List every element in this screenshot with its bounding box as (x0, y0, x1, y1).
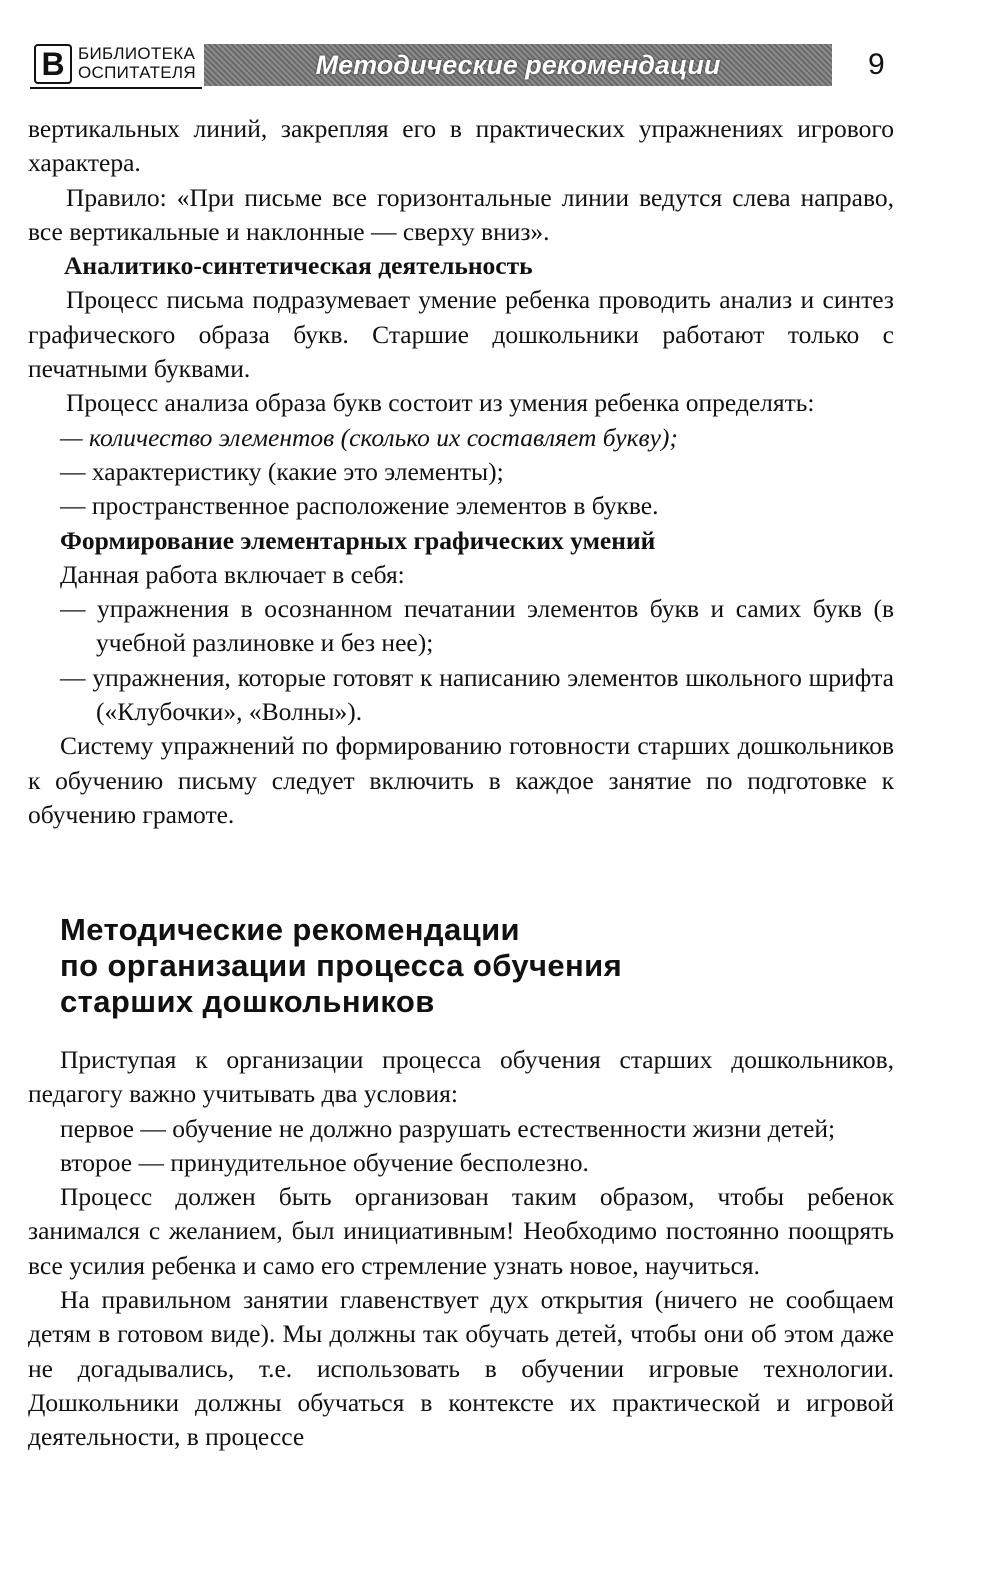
running-header (30, 40, 900, 90)
paragraph: вертикальных линий, закрепляя его в практических упражнениях игрового характера. (28, 114, 894, 178)
paragraph: Процесс письма подразумевает умение ребенка проводить анализ и синтез графического образа букв. Старшие дошкольники работают только с печатными буквами. (28, 285, 894, 384)
series-logo (30, 40, 200, 88)
body-text (28, 112, 894, 832)
section-title (60, 912, 760, 1020)
paragraph: Данная работа включает в себя: (60, 559, 405, 589)
list-item: — упражнения в осознанном печатании элементов букв и самих букв (в учебной разлиновке и без нее); (60, 594, 894, 658)
section-title-line-3: старших дошкольников (60, 984, 435, 1019)
list-item: — количество элементов (сколько их составляет букву); (60, 422, 678, 452)
logo-text (78, 44, 196, 82)
logo-underline (30, 87, 202, 89)
header-title: Методические рекомендации (315, 50, 721, 80)
paragraph: первое — обучение не должно разрушать естественности жизни детей; (60, 1113, 836, 1143)
list-item: — характеристику (какие это элементы); (60, 456, 504, 486)
paragraph: Приступая к организации процесса обучения старших дошкольников, педагогу важно учитывать два условия: (28, 1045, 894, 1109)
section-title-line-2: по организации процесса обучения (60, 948, 623, 983)
paragraph: Правило: «При письме все горизонтальные линии ведутся слева направо, все вертикальные и наклонные — сверху вниз». (28, 182, 894, 246)
logo-letter: В (34, 44, 72, 84)
subheading: Аналитико-синтетическая деятельность (64, 251, 533, 281)
paragraph: второе — принудительное обучение бесполезно. (60, 1147, 589, 1177)
section-body-text (28, 1043, 894, 1455)
subheading: Формирование элементарных графических умений (60, 525, 656, 555)
paragraph: Систему упражнений по формированию готовности старших дошкольников к обучению письму следует включить в каждое занятие по подготовке к обучению грамоте. (28, 731, 894, 829)
logo-line-1: БИБЛИОТЕКА (78, 44, 196, 63)
list-item: — пространственное расположение элементов в букве. (60, 491, 659, 521)
paragraph: Процесс анализа образа букв состоит из умения ребенка определять: (66, 388, 815, 418)
logo-line-2: ОСПИТАТЕЛЯ (78, 63, 196, 82)
paragraph: Процесс должен быть организован таким образом, чтобы ребенок занимался с желанием, был инициативным! Необходимо постоянно поощрять все усилия ребенка и само его стремление узнать новое, научиться. (28, 1182, 894, 1280)
list-item: — упражнения, которые готовят к написанию элементов школьного шрифта («Клубочки», «Волны»). (60, 662, 894, 727)
page-number: 9 (868, 48, 885, 81)
paragraph: На правильном занятии главенствует дух открытия (ничего не сообщаем детям в готовом виде). Мы должны так обучать детей, чтобы они об этом даже не догадывались, т.е. использовать в обучении игровые технологии. Дошкольники должны обучаться в контексте их практической и игровой деятельности, в процессе (28, 1285, 894, 1452)
section-title-line-1: Методические рекомендации (60, 912, 520, 947)
